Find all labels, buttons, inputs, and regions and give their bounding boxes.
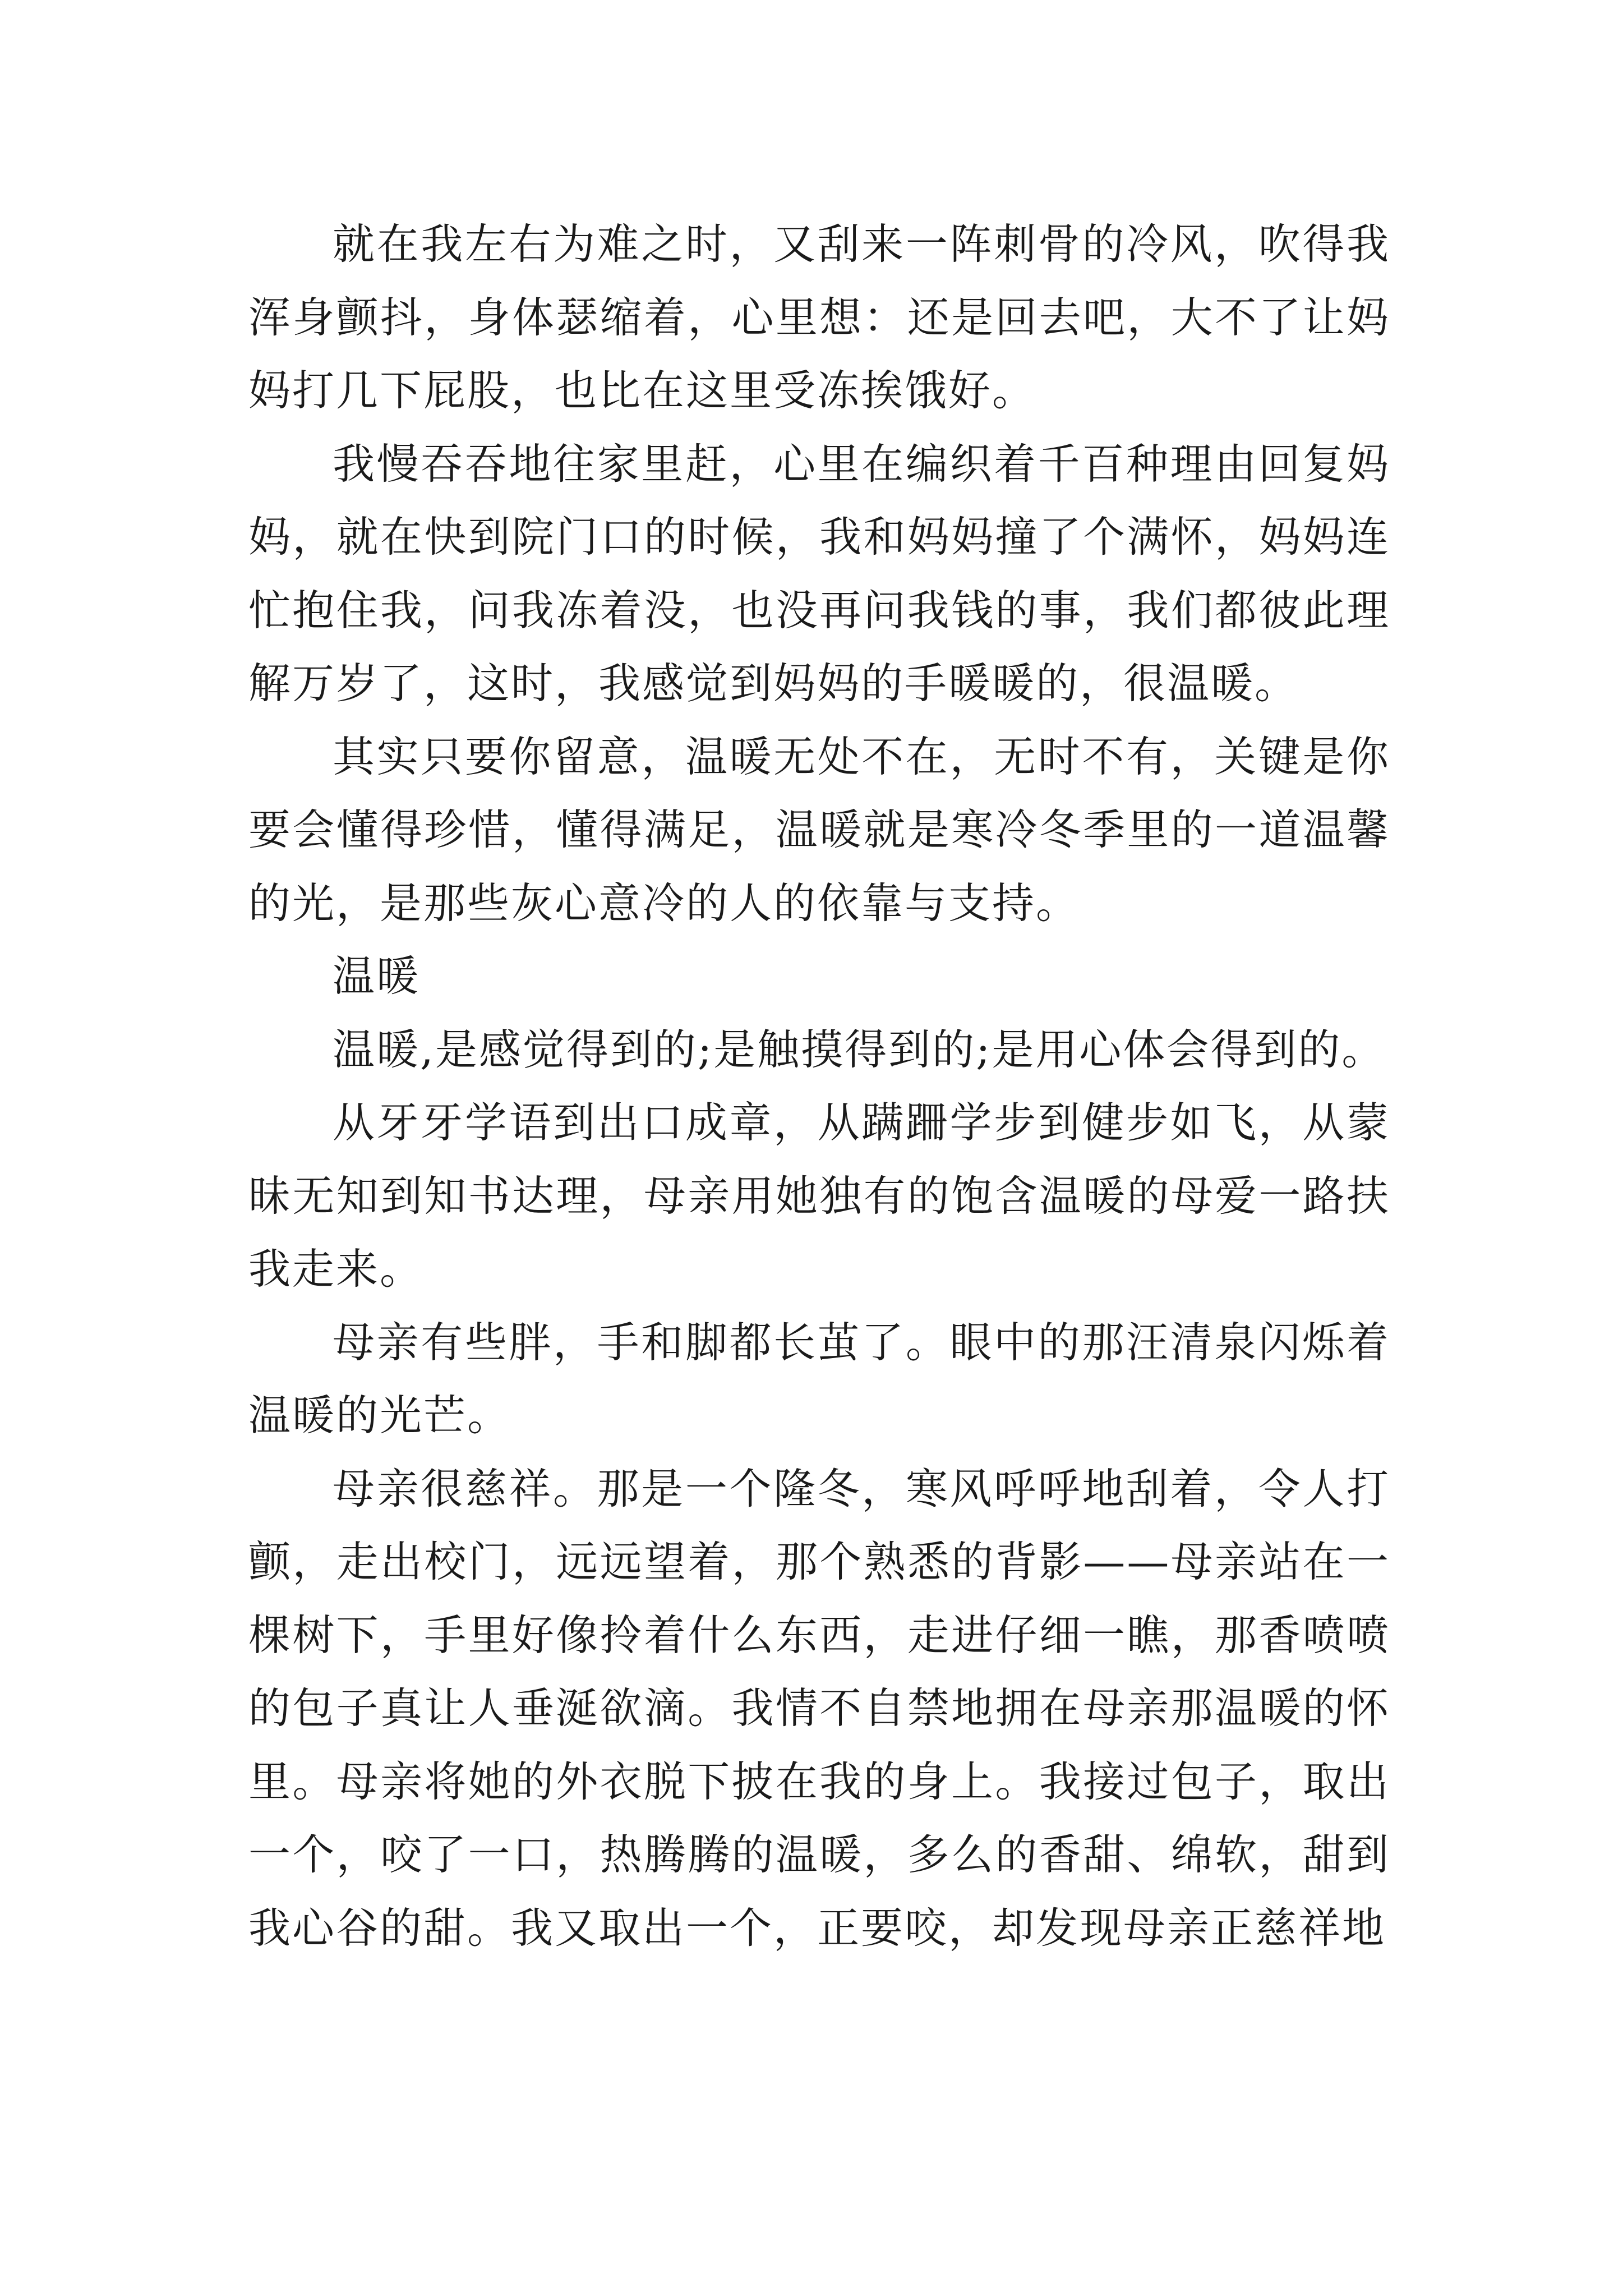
- paragraph: 母亲很慈祥。那是一个隆冬，寒风呼呼地刮着，令人打颤，走出校门，远远望着，那个熟悉的背影——母亲站在一棵树下，手里好像拎着什么东西，走进仔细一瞧，那香喷喷的包子真让人垂涎欲滴。我情不自禁地拥在母亲那温暖的怀里。母亲将她的外衣脱下披在我的身上。我接过包子，取出一个，咬了一口，热腾腾的温暖，多么的香甜、绵软，甜到我心谷的甜。我又取出一个，正要咬，却发现母亲正慈祥地: [248, 1464, 1390, 1953]
- paragraph: 从牙牙学语到出口成章，从蹒跚学步到健步如飞，从蒙昧无知到知书达理，母亲用她独有的饱含温暖的母爱一路扶我走来。: [248, 1098, 1390, 1294]
- paragraph: 其实只要你留意，温暖无处不在，无时不有，关键是你要会懂得珍惜，懂得满足，温暖就是寒冷冬季里的一道温馨的光，是那些灰心意冷的人的依靠与支持。: [248, 731, 1390, 928]
- section-heading: 温暖: [333, 951, 421, 1001]
- paragraph: 温暖,是感觉得到的;是触摸得到的;是用心体会得到的。: [333, 1024, 1386, 1074]
- paragraph: 就在我左右为难之时，又刮来一阵刺骨的冷风，吹得我浑身颤抖，身体瑟缩着，心里想：还是回去吧，大不了让妈妈打几下屁股，也比在这里受冻挨饿好。: [248, 219, 1390, 415]
- paragraph: 母亲有些胖，手和脚都长茧了。眼中的那汪清泉闪烁着温暖的光芒。: [248, 1317, 1390, 1440]
- document-body: [248, 208, 1390, 1964]
- paragraph: 我慢吞吞地往家里赶，心里在编织着千百种理由回复妈妈，就在快到院门口的时候，我和妈妈撞了个满怀，妈妈连忙抱住我，问我冻着没，也没再问我钱的事，我们都彼此理解万岁了，这时，我感觉到妈妈的手暖暖的，很温暖。: [248, 439, 1390, 708]
